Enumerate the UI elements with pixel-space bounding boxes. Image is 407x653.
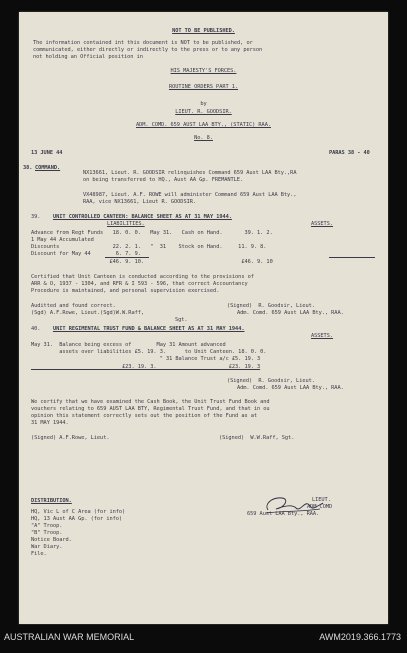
order-number: No. 8. bbox=[194, 135, 213, 141]
para-39-sgt: Sgt. bbox=[175, 317, 188, 323]
para-40-assets: ASSETS. bbox=[311, 333, 333, 339]
para-39-row: 1 May 44 Accumulated bbox=[31, 237, 94, 243]
para-39-signed-goodsir: (Signed) R. Goodsir, Lieut. bbox=[227, 303, 315, 309]
para-40-row: assets over liabilities £5. 19. 3. to Unit Canteen. 18. 0. 0. bbox=[31, 349, 267, 355]
distribution-item: Notice Board. bbox=[31, 537, 72, 543]
para-39-liabilities: LIABILITIES. bbox=[107, 221, 145, 227]
signature-adm-comd: ADM COMD bbox=[307, 504, 333, 510]
para-40-certify-4: 31 MAY 1944. bbox=[31, 420, 69, 426]
para-39-certify-1: Certified that Unit Canteen is conducted according to the provisions of bbox=[31, 274, 254, 280]
para-39-sgd-line: (Sgd) A.F.Rowe, Lieut.(Sgd)W.W.Raff, bbox=[31, 310, 145, 316]
para-39-row: Discounts 22. 2. 1. " 31 Stock on Hand. 11. 9. 8. bbox=[31, 244, 267, 250]
para-39-assets: ASSETS. bbox=[311, 221, 333, 227]
notice-line-1: The information contained int this document is NOT to be published, or bbox=[33, 40, 253, 46]
distribution-item: File. bbox=[31, 551, 47, 557]
order-paras: PARAS 38 - 40 bbox=[329, 150, 370, 156]
signature-lieut: LIEUT. bbox=[312, 497, 331, 503]
document-page bbox=[19, 12, 388, 624]
para-40-signed-raff: (Signed) W.W.Raff, Sgt. bbox=[219, 435, 295, 441]
para-39-adm-line: Adm. Comd. 659 Aust LAA Bty., RAA. bbox=[237, 310, 344, 316]
distribution-item: HQ, Vic L of C Area (for info) bbox=[31, 509, 126, 515]
para-39-total-row: £46. 9. 10. £46. 9. 10 bbox=[31, 259, 273, 265]
notice-line-3: not holding an Official position in bbox=[33, 54, 143, 60]
para-38-line-2: on being transferred to HQ., Aust AA Gp. FREMANTLE. bbox=[83, 177, 244, 183]
lieut-heading: LIEUT. R. GOODSIR. bbox=[175, 109, 232, 115]
footer-reference: AWM2019.366.1773 bbox=[319, 632, 401, 642]
not-published-heading: NOT TO BE PUBLISHED. bbox=[172, 28, 235, 34]
footer-source: AUSTRALIAN WAR MEMORIAL bbox=[4, 632, 135, 642]
para-40-certify-2: vouchers relating to 659 AUST LAA BTY, Regimental Trust Fund, and that in ou bbox=[31, 406, 270, 412]
para-38-line-1: NX13661, Lieut. R. GOODSIR relinquishes Command 659 Aust LAA Bty.,RA bbox=[83, 170, 297, 176]
distribution-item: "B" Troop. bbox=[31, 530, 63, 536]
para-39-certify-2: ARR & O, 1937 - 1304, and RFR & I 593 - 596, that correct Accountancy bbox=[31, 281, 248, 287]
para-39-row: Advance from Regt Funds 18. 0. 0. May 31. Cash on Hand. 39. 1. 2. bbox=[31, 230, 273, 236]
para-40-signed-goodsir: (Signed) R. Goodsir, Lieut. bbox=[227, 378, 315, 384]
para-39-number: 39. bbox=[31, 214, 41, 220]
distribution-item: "A" Troop. bbox=[31, 523, 63, 529]
para-39-row: Discount for May 44 6. 7. 9. bbox=[31, 251, 141, 257]
para-38-title: COMMAND. bbox=[35, 165, 61, 171]
para-40-signed-rowe: (Signed) A.F.Rowe, Lieut. bbox=[31, 435, 110, 441]
distribution-item: War Diary. bbox=[31, 544, 63, 550]
para-40-number: 40. bbox=[31, 326, 41, 332]
majesty-forces-heading: HIS MAJESTY'S FORCES. bbox=[170, 68, 237, 74]
para-39-certify-3: Procedure is maintained, and personal supervision exercised. bbox=[31, 288, 220, 294]
total-rule bbox=[329, 257, 375, 258]
total-rule bbox=[105, 257, 149, 258]
para-38-line-4: RAA, vice NX13661, Lieut R. GOODSIR. bbox=[83, 199, 197, 205]
para-40-adm-line: Adm. Comd. 659 Aust LAA Bty., RAA. bbox=[237, 385, 344, 391]
distribution-item: HQ, 13 Aust AA Gp. (for info) bbox=[31, 516, 123, 522]
para-40-total-row: £23. 19. 3. £23. 19. 3 bbox=[31, 364, 261, 370]
para-40-row: " 31 Balance Trust a/c £5. 19. 3 bbox=[31, 356, 261, 362]
para-40-certify-3: opinion this statement correctly sets out the position of the Fund as at bbox=[31, 413, 258, 419]
distribution-title: DISTRIBUTION. bbox=[31, 498, 72, 504]
by-line: by bbox=[200, 101, 207, 107]
para-40-row: May 31. Balance being excess of May 31 Amount advanced bbox=[31, 342, 226, 348]
para-40-title: UNIT REGIMENTAL TRUST FUND & BALANCE SHEET AS AT 31 MAY 1944. bbox=[53, 326, 245, 332]
para-38-number: 38. bbox=[23, 165, 33, 171]
adm-comd-heading: ADM. COMD. 659 AUST LAA BTY., (STATIC) RAA. bbox=[136, 122, 271, 128]
signature-unit: 659 Aust LAA Bty., RAA. bbox=[247, 511, 320, 517]
para-40-certify-1: We certify that we have examined the Cash Book, the Unit Trust Fund Book and bbox=[31, 399, 270, 405]
order-date: 13 JUNE 44 bbox=[31, 150, 63, 156]
para-39-audited: Auditted and found correct. bbox=[31, 303, 116, 309]
notice-line-2: communicated, either directly or indirectly to the press or to any person bbox=[33, 47, 263, 53]
para-38-line-3: VX48987, Lieut. A.F. ROWE will administer Command 659 Aust LAA Bty., bbox=[83, 192, 297, 198]
routine-orders-heading: ROUTINE ORDERS PART 1. bbox=[168, 84, 239, 90]
para-39-title: UNIT CONTROLLED CANTEEN: BALANCE SHEET AS AT 31 MAY 1944. bbox=[53, 214, 232, 220]
